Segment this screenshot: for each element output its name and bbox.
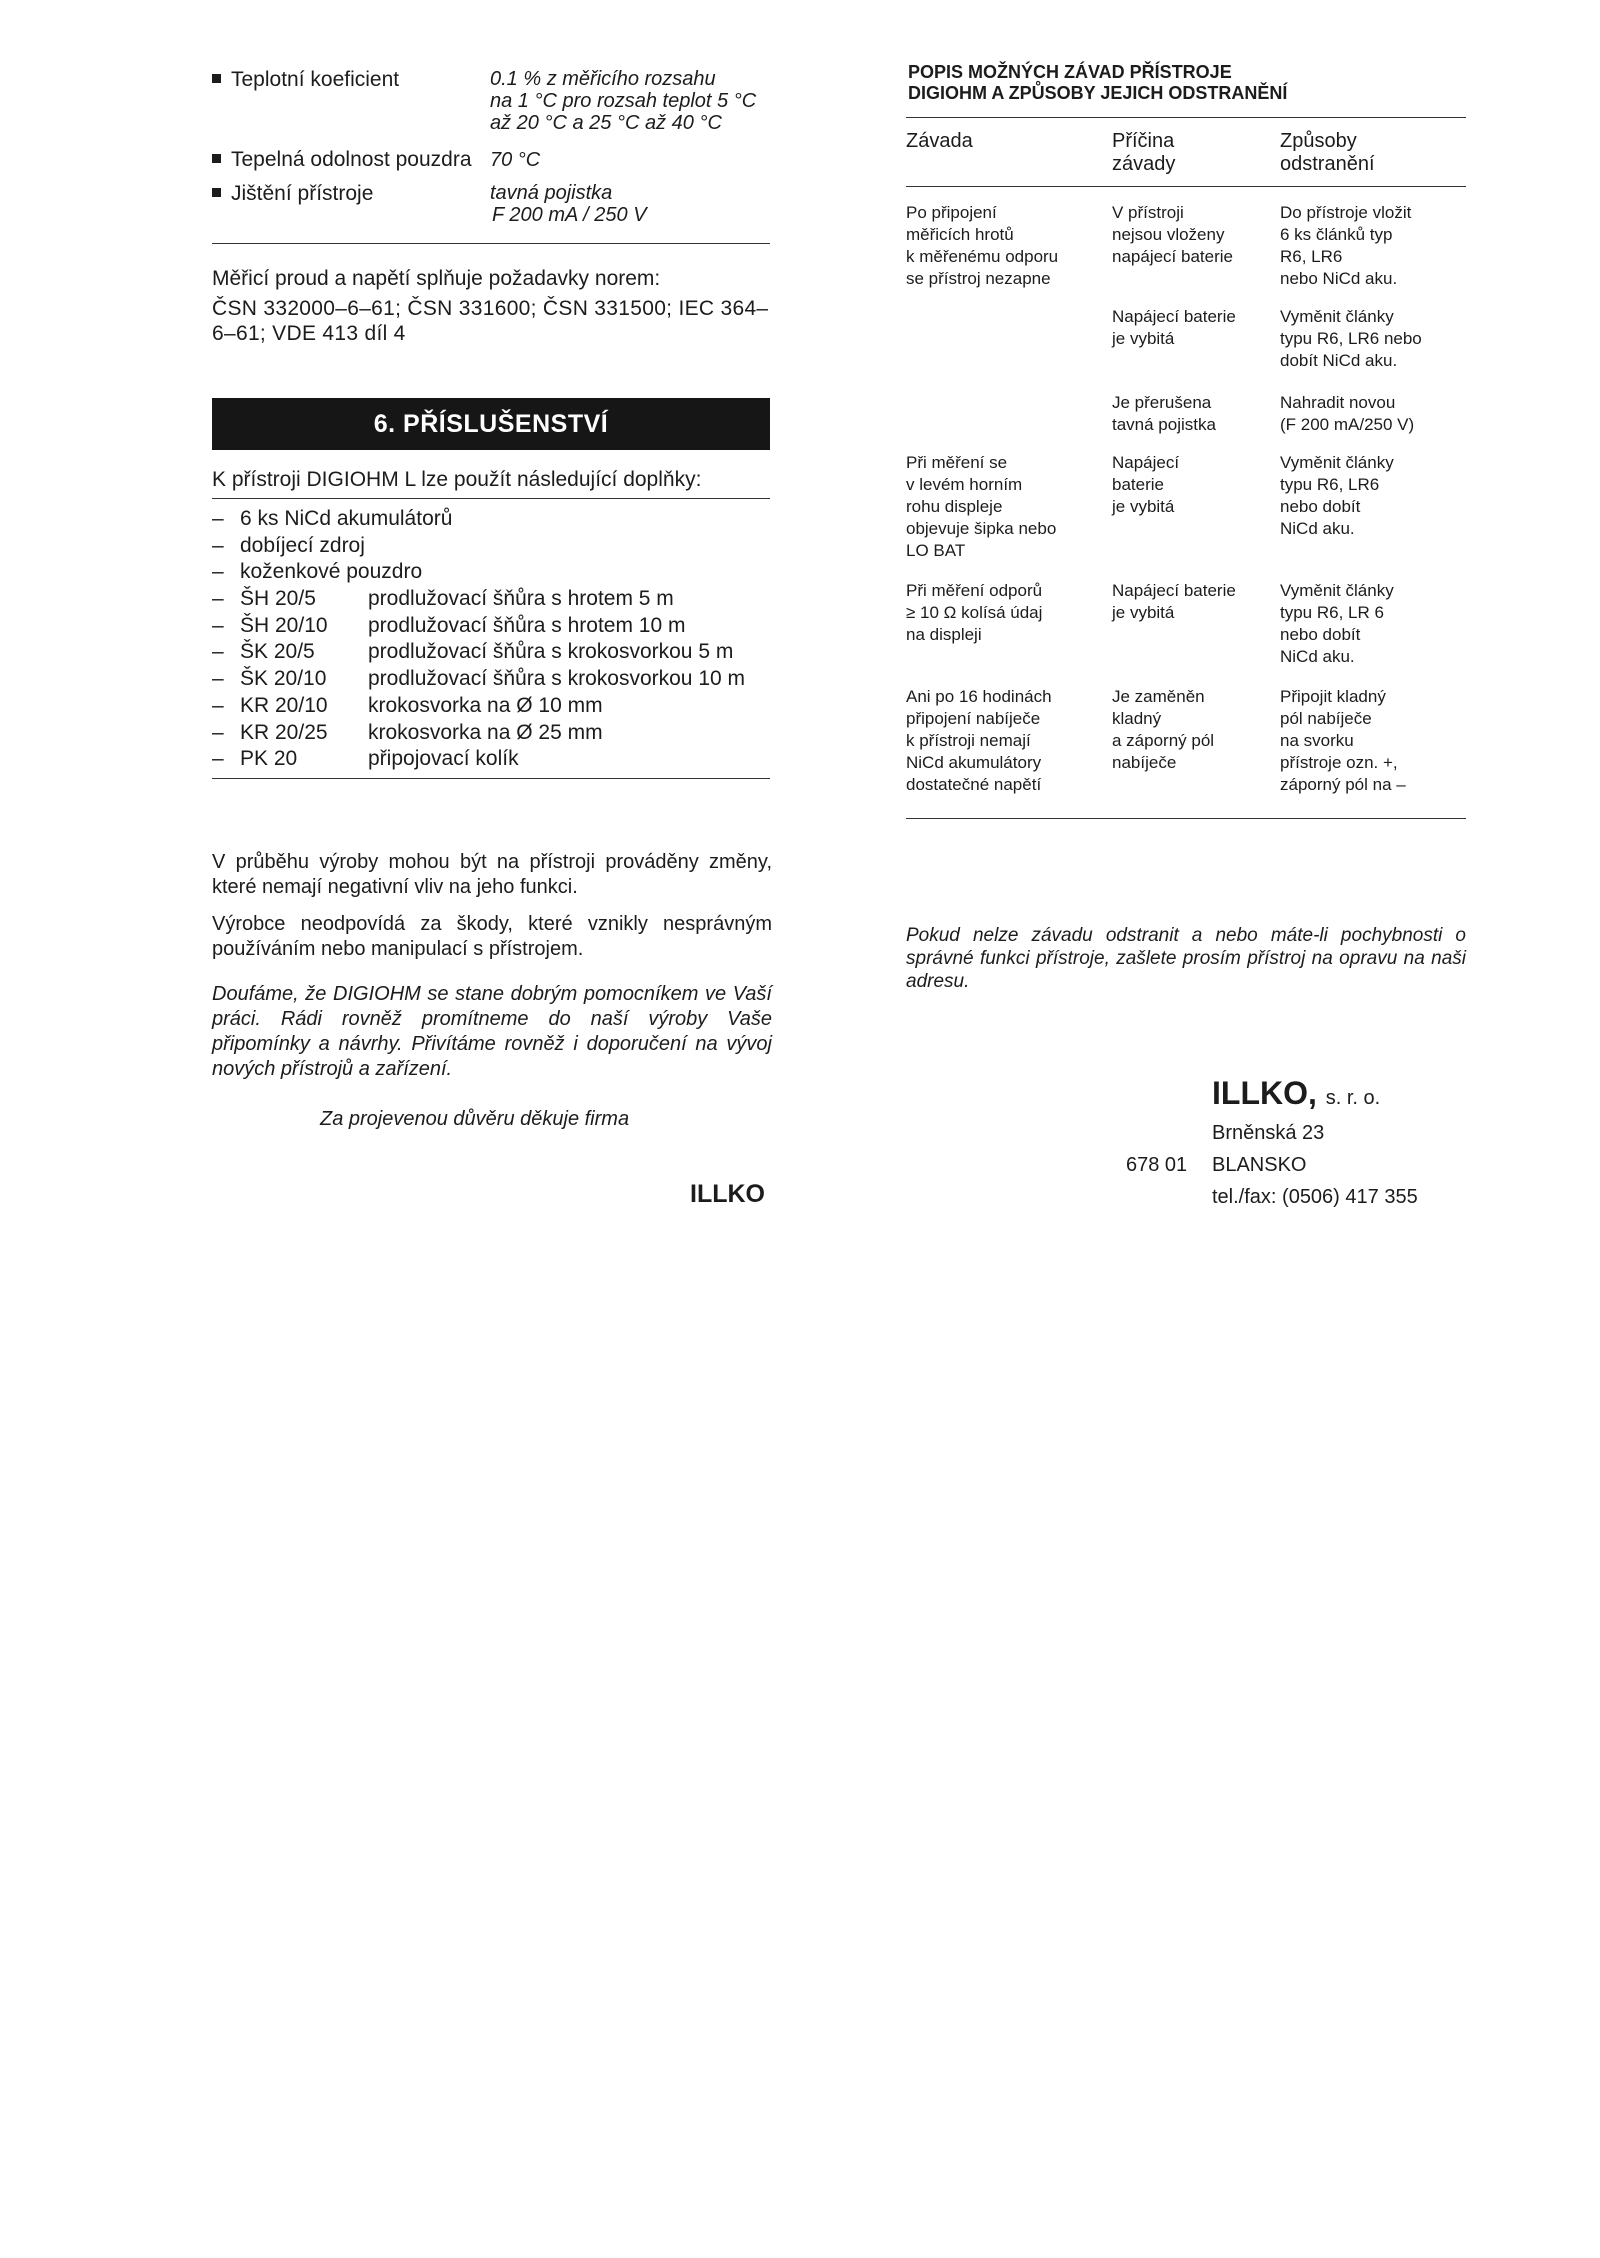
table-cell-fix: Nahradit novou (F 200 mA/250 V): [1280, 393, 1415, 434]
list-item: – KR 20/25 krokosvorka na Ø 25 mm: [212, 720, 603, 744]
spec-value: 70 °C: [490, 149, 541, 171]
divider: [212, 498, 770, 499]
table-cell-cause: Napájecí baterie je vybitá: [1112, 453, 1180, 516]
list-item: – KR 20/10 krokosvorka na Ø 10 mm: [212, 693, 603, 717]
bullet-icon: [212, 154, 221, 163]
address-phone: tel./fax: (0506) 417 355: [1212, 1186, 1418, 1208]
list-item: – ŠH 20/10 prodlužovací šňůra s hrotem 10 m: [212, 613, 686, 637]
section-heading: 6. PŘÍSLUŠENSTVÍ: [212, 398, 770, 450]
table-cell-fault: Po připojení měřicích hrotů k měřenému odporu se přístroj nezapne: [906, 203, 1059, 288]
spec-label: Tepelná odolnost pouzdra: [212, 148, 472, 172]
divider: [906, 117, 1466, 118]
bullet-icon: [212, 188, 221, 197]
table-cell-cause: Je přerušena tavná pojistka: [1112, 393, 1216, 434]
norms-list: ČSN 332000–6–61; ČSN 331600; ČSN 331500; IEC 364–6–61; VDE 413 díl 4: [212, 297, 769, 345]
list-item: – ŠK 20/5 prodlužovací šňůra s krokosvorkou 5 m: [212, 640, 734, 664]
spec-value: 0.1 % z měřicího rozsahu na 1 °C pro rozsah teplot 5 °C až 20 °C a 25 °C až 40 °C: [490, 68, 757, 134]
list-item: – dobíjecí zdroj: [212, 533, 365, 557]
table-cell-cause: Je zaměněn kladný a záporný pól nabíječe: [1112, 687, 1215, 772]
company-name: ILLKO, s. r. o.: [1212, 1075, 1381, 1111]
table-cell-cause: V přístroji nejsou vloženy napájecí baterie: [1112, 203, 1233, 266]
address-street: Brněnská 23: [1212, 1122, 1325, 1144]
address-zip: 678 01: [1126, 1154, 1188, 1176]
spec-value: tavná pojistka F 200 mA / 250 V: [490, 182, 647, 226]
divider: [212, 778, 770, 779]
list-item: – ŠK 20/10 prodlužovací šňůra s krokosvorkou 10 m: [212, 667, 746, 691]
table-cell-fix: Připojit kladný pól nabíječe na svorku přístroje ozn. +, záporný pól na –: [1280, 687, 1406, 794]
table-cell-fix: Vyměnit články typu R6, LR 6 nebo dobít NiCd aku.: [1280, 581, 1394, 666]
list-item: – PK 20 připojovací kolík: [212, 747, 519, 771]
table-cell-fault: Při měření odporů ≥ 10 Ω kolísá údaj na displeji: [906, 581, 1043, 644]
table-header: Způsoby odstranění: [1280, 130, 1375, 175]
bullet-icon: [212, 74, 221, 83]
note-paragraph: Výrobce neodpovídá za škody, které vznikly nesprávným používáním nebo manipulací s přístrojem.: [212, 913, 772, 960]
thanks-line: Za projevenou důvěru děkuje firma: [320, 1108, 630, 1130]
list-item: – 6 ks NiCd akumulátorů: [212, 507, 453, 530]
accessories-list: [212, 506, 772, 773]
table-cell-cause: Napájecí baterie je vybitá: [1112, 581, 1236, 622]
table-header: Příčina závady: [1112, 130, 1176, 175]
divider: [906, 818, 1466, 819]
table-cell-fault: Ani po 16 hodinách připojení nabíječe k přístroji nemají NiCd akumulátory dostatečné napětí: [906, 687, 1052, 794]
table-header: Závada: [906, 130, 973, 152]
norms-intro: Měřicí proud a napětí splňuje požadavky norem:: [212, 267, 661, 290]
table-cell-fix: Vyměnit články typu R6, LR6 nebo dobít NiCd aku.: [1280, 453, 1394, 538]
table-cell-fix: Vyměnit články typu R6, LR6 nebo dobít NiCd aku.: [1280, 307, 1422, 370]
table-title: POPIS MOŽNÝCH ZÁVAD PŘÍSTROJE DIGIOHM A ZPŮSOBY JEJICH ODSTRANĚNÍ: [908, 62, 1288, 103]
table-cell-cause: Napájecí baterie je vybitá: [1112, 307, 1236, 348]
note-paragraph: V průběhu výroby mohou být na přístroji prováděny změny, které nemají negativní vliv na jeho funkci.: [212, 851, 772, 898]
note-paragraph-italic: Doufáme, že DIGIOHM se stane dobrým pomocníkem ve Vaší práci. Rádi rovněž promítneme do naší výroby Vaše připomínky a návrhy. Přivítáme rovněž i doporučení na vývoj nových přístrojů a zařízení.: [212, 983, 772, 1080]
table-cell-fault: Při měření se v levém horním rohu displeje objevuje šipka nebo LO BAT: [906, 453, 1057, 560]
divider: [212, 243, 770, 244]
repair-note: Pokud nelze závadu odstranit a nebo máte-li pochybnosti o správné funkci přístroje, zašlete prosím přístroj na opravu na naši adresu.: [906, 925, 1466, 992]
table-cell-fix: Do přístroje vložit 6 ks článků typ R6, LR6 nebo NiCd aku.: [1280, 203, 1412, 288]
accessories-intro: K přístroji DIGIOHM L lze použít následující doplňky:: [212, 468, 702, 491]
signature: ILLKO: [690, 1180, 765, 1208]
list-item: – ŠH 20/5 prodlužovací šňůra s hrotem 5 m: [212, 587, 674, 611]
list-item: – koženkové pouzdro: [212, 560, 423, 584]
address-city: BLANSKO: [1212, 1154, 1307, 1176]
divider: [906, 186, 1466, 187]
spec-label: Jištění přístroje: [212, 182, 373, 206]
spec-label: Teplotní koeficient: [212, 68, 399, 92]
